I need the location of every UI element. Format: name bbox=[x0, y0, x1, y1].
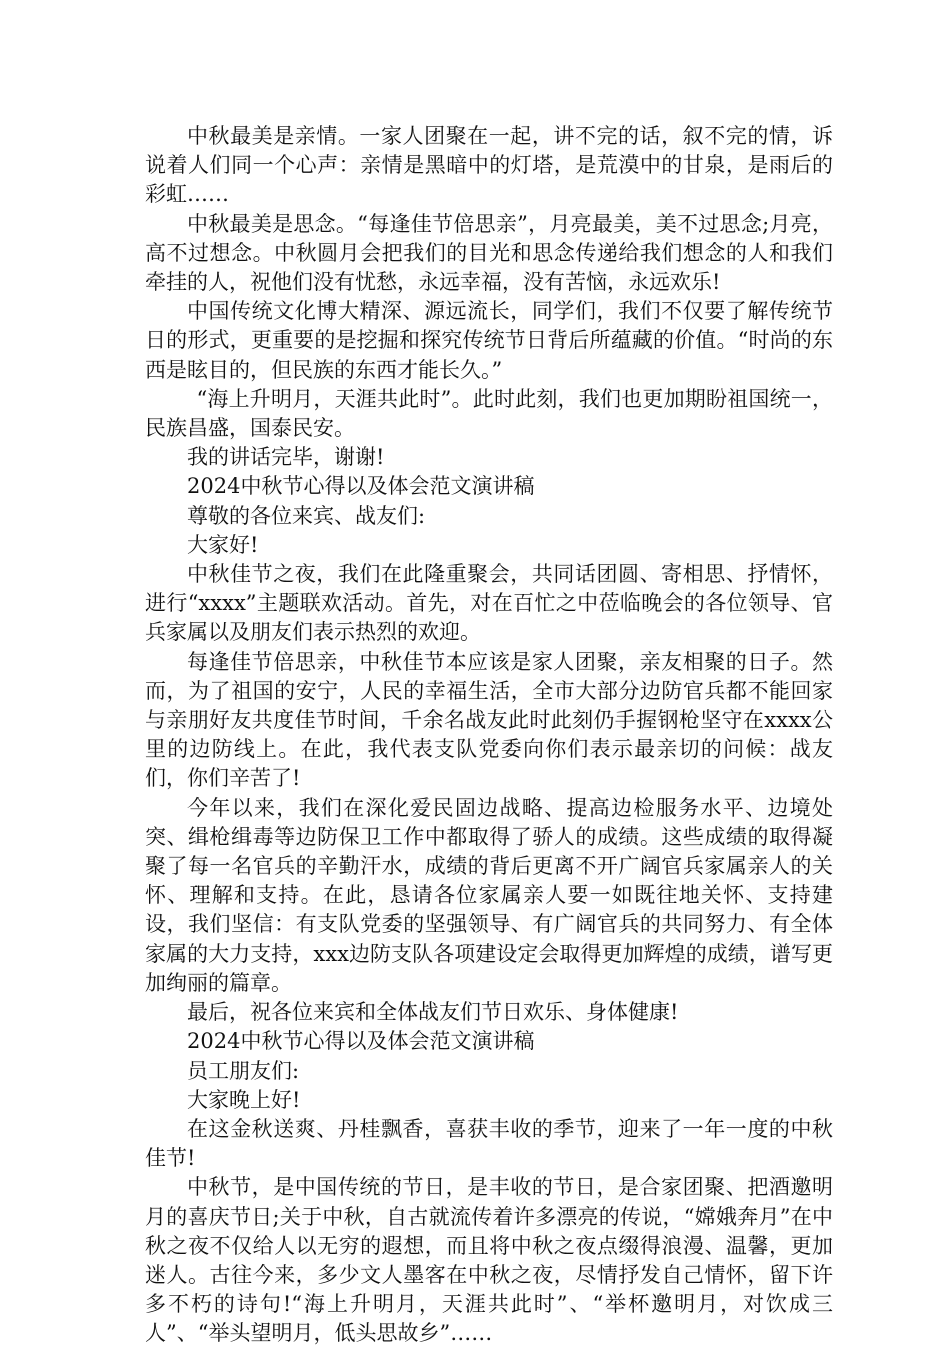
speech-title-2: 2024中秋节心得以及体会范文演讲稿 bbox=[187, 1029, 535, 1054]
paragraph-tradition: 中国传统文化博大精深、源远流长，同学们，我们不仅要了解传统节日的形式，更重要的是挖掘和探究传统节日背后所蕴藏的价值。“时尚的东西是眩目的，但民族的东西才能长久。” bbox=[145, 299, 833, 382]
paragraph-reunification: “海上升明月，天涯共此时”。此时此刻，我们也更加期盼祖国统一，民族昌盛，国泰民安。 bbox=[145, 386, 833, 441]
paragraph-wishes: 最后，祝各位来宾和全体战友们节日欢乐、身体健康! bbox=[187, 1000, 679, 1025]
paragraph-harvest-season: 在这金秋送爽、丹桂飘香，喜获丰收的季节，迎来了一年一度的中秋佳节! bbox=[145, 1116, 833, 1171]
salutation-guests: 尊敬的各位来宾、战友们: bbox=[187, 503, 426, 528]
paragraph-longing: 中秋最美是思念。“每逢佳节倍思亲”，月亮最美，美不过思念;月亮，高不过想念。中秋圆月会把我们的目光和思念传递给我们想念的人和我们牵挂的人，祝他们没有忧愁，永远幸福，没有苦恼，永远欢乐! bbox=[145, 211, 833, 295]
paragraph-family-love: 中秋最美是亲情。一家人团聚在一起，讲不完的话，叙不完的情，诉说着人们同一个心声：亲情是黑暗中的灯塔，是荒漠中的甘泉，是雨后的彩虹…… bbox=[145, 124, 833, 207]
paragraph-closing-thanks: 我的讲话完毕，谢谢! bbox=[187, 445, 385, 470]
paragraph-mid-autumn-legends: 中秋节，是中国传统的节日，是丰收的节日，是合家团聚、把酒邀明月的喜庆节日;关于中秋，自古就流传着许多漂亮的传说，“嫦娥奔月”在中秋之夜不仅给人以无穷的遐想，而且将中秋之夜点缀得浪漫、温馨，更加迷人。古往今来，多少文人墨客在中秋之夜，尽情抒发自己情怀，留下许多不朽的诗句!“海上升明月，天涯共此时”、“举杯邀明月，对饮成三人”、“举头望明月，低头思故乡”…… bbox=[145, 1175, 833, 1346]
document-body bbox=[145, 122, 833, 1349]
greeting-evening: 大家晚上好! bbox=[187, 1087, 301, 1112]
salutation-employees: 员工朋友们: bbox=[187, 1058, 300, 1083]
greeting-hello: 大家好! bbox=[187, 532, 259, 557]
speech-title-1: 2024中秋节心得以及体会范文演讲稿 bbox=[187, 474, 535, 499]
paragraph-gathering: 中秋佳节之夜，我们在此隆重聚会，共同话团圆、寄相思、抒情怀，进行“xxxx”主题联欢活动。首先，对在百忙之中莅临晚会的各位领导、官兵家属以及朋友们表示热烈的欢迎。 bbox=[145, 562, 833, 645]
paragraph-achievements: 今年以来，我们在深化爱民固边战略、提高边检服务水平、边境处突、缉枪缉毒等边防保卫工作中都取得了骄人的成绩。这些成绩的取得凝聚了每一名官兵的辛勤汗水，成绩的背后更离不开广阔官兵家属亲人的关怀、理解和支持。在此，恳请各位家属亲人要一如既往地关怀、支持建设，我们坚信：有支队党委的坚强领导、有广阔官兵的共同努力、有全体家属的大力支持，xxx边防支队各项建设定会取得更加辉煌的成绩，谱写更加绚丽的篇章。 bbox=[145, 795, 833, 995]
paragraph-border-guards: 每逢佳节倍思亲，中秋佳节本应该是家人团聚，亲友相聚的日子。然而，为了祖国的安宁，人民的幸福生活，全市大部分边防官兵都不能回家与亲朋好友共度佳节时间，千余名战友此时此刻仍手握钢枪坚守在xxxx公里的边防线上。在此，我代表支队党委向你们表示最亲切的问候：战友们，你们辛苦了! bbox=[145, 649, 833, 791]
